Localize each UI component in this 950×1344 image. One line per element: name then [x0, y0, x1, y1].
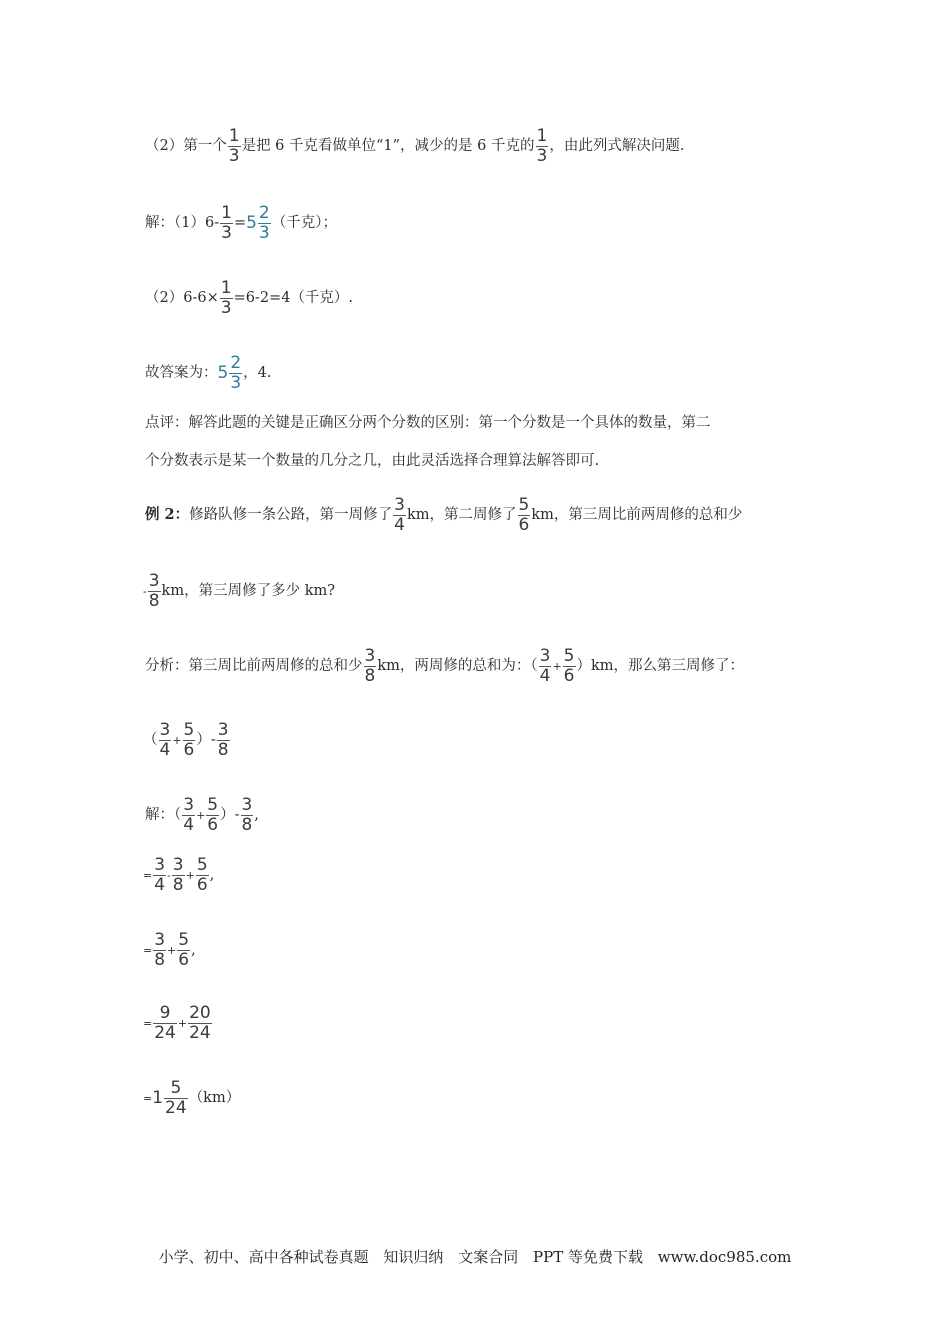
- denominator: 6: [183, 740, 195, 760]
- denominator: 6: [196, 875, 208, 895]
- fraction: [172, 857, 185, 894]
- analysis-line: [145, 648, 744, 685]
- answer-line: [145, 355, 272, 392]
- fraction: [164, 1080, 188, 1117]
- text: km，第三周比前两周修的总和少: [531, 507, 743, 524]
- text: =6-2=4（千克）.: [233, 290, 354, 307]
- text: 点评：解答此题的关键是正确区分两个分数的区别：第一个分数是一个具体的数量，第二: [145, 415, 711, 431]
- fraction: [188, 1005, 212, 1042]
- numerator: 2: [230, 353, 242, 373]
- operator: -: [167, 869, 171, 882]
- solution-example-2-line: [145, 797, 259, 834]
- numerator: 3: [154, 855, 166, 875]
- denominator: 4: [154, 875, 166, 895]
- operator: +: [167, 944, 177, 957]
- footer-link[interactable]: www.doc985.com: [657, 1248, 792, 1266]
- text: 分析：第三周比前两周修的总和少: [145, 658, 363, 675]
- footer-text: 文案合同: [458, 1248, 519, 1266]
- operator: +: [185, 869, 195, 882]
- solution-line-2: [145, 280, 353, 317]
- denominator: 4: [539, 666, 551, 686]
- operator: =: [143, 1092, 153, 1105]
- fraction: [148, 573, 161, 610]
- step-2-line: [143, 932, 196, 969]
- denominator: 3: [230, 373, 242, 393]
- denominator: 6: [563, 666, 575, 686]
- numerator: 1: [228, 126, 240, 146]
- fraction: [539, 648, 552, 685]
- expression-line: [143, 722, 231, 759]
- example-2-line-2: [143, 573, 335, 610]
- fraction: [241, 797, 254, 834]
- numerator: 2: [258, 203, 270, 223]
- whole-number: 5: [246, 213, 257, 233]
- operator: +: [177, 1017, 188, 1030]
- numerator: 3: [172, 855, 184, 875]
- denominator: 8: [364, 666, 376, 686]
- operator: -: [143, 585, 147, 598]
- denominator: 24: [165, 1098, 187, 1118]
- page-footer: [0, 1246, 950, 1267]
- operator: +: [552, 660, 562, 673]
- denominator: 3: [221, 223, 232, 243]
- denominator: 3: [258, 223, 270, 243]
- denominator: 6: [178, 950, 190, 970]
- numerator: 3: [241, 795, 253, 815]
- numerator: 5: [518, 495, 530, 515]
- numerator: 1: [220, 278, 232, 298]
- fraction: [229, 355, 242, 392]
- step-1-line: [143, 857, 214, 894]
- paren: ）-: [196, 732, 216, 749]
- footer-text: 小学、初中、高中各种试卷真题: [158, 1248, 369, 1266]
- step-4-line: [143, 1080, 240, 1117]
- numerator: 3: [183, 795, 195, 815]
- numerator: 20: [189, 1003, 211, 1023]
- denominator: 8: [154, 950, 166, 970]
- text: 个分数表示是某一个数量的几分之几，由此灵活选择合理算法解答即可.: [145, 453, 600, 469]
- numerator: 5: [196, 855, 208, 875]
- fraction: [177, 932, 190, 969]
- denominator: 8: [172, 875, 184, 895]
- numerator: 5: [170, 1078, 182, 1098]
- denominator: 24: [154, 1023, 176, 1043]
- whole-number: 5: [217, 363, 229, 383]
- denominator: 8: [217, 740, 229, 760]
- numerator: 3: [148, 571, 160, 591]
- footer-text: PPT 等免费下载: [533, 1248, 643, 1266]
- paren: ）-: [220, 807, 240, 824]
- fraction: [206, 797, 219, 834]
- text: 故答案为：: [145, 365, 218, 382]
- denominator: 8: [148, 591, 160, 611]
- fraction: [153, 932, 166, 969]
- operator: =: [233, 215, 247, 232]
- fraction: [182, 797, 195, 834]
- numerator: 3: [159, 720, 171, 740]
- numerator: 1: [536, 126, 548, 146]
- text: ,: [254, 807, 259, 824]
- text: ，4.: [243, 365, 272, 382]
- paren: （: [143, 732, 158, 749]
- denominator: 3: [220, 298, 232, 318]
- fraction: [153, 1005, 177, 1042]
- denominator: 4: [394, 515, 405, 535]
- whole-number: 1: [152, 1088, 164, 1108]
- operator: =: [143, 1017, 153, 1030]
- text: ,: [191, 942, 196, 959]
- fraction: [518, 497, 531, 534]
- denominator: 8: [241, 815, 253, 835]
- step-3-line: [143, 1005, 213, 1042]
- analysis-line-2: [145, 128, 684, 165]
- fraction: [536, 128, 549, 165]
- numerator: 9: [159, 1003, 171, 1023]
- text: ，由此列式解决问题.: [549, 138, 685, 155]
- denominator: 3: [228, 146, 240, 166]
- numerator: 3: [394, 495, 405, 515]
- text: （2）第一个: [145, 138, 227, 155]
- text: （千克）；: [271, 215, 337, 232]
- numerator: 3: [364, 646, 376, 666]
- operator: +: [196, 809, 206, 822]
- text: ,: [209, 867, 215, 884]
- numerator: 1: [221, 203, 232, 223]
- operator: +: [172, 734, 182, 747]
- denominator: 6: [518, 515, 530, 535]
- numerator: 3: [539, 646, 551, 666]
- numerator: 5: [178, 930, 190, 950]
- footer-text: 知识归纳: [383, 1248, 444, 1266]
- denominator: 3: [536, 146, 548, 166]
- fraction: [153, 857, 166, 894]
- denominator: 6: [207, 815, 219, 835]
- denominator: 4: [183, 815, 195, 835]
- numerator: 5: [207, 795, 219, 815]
- example-label: 例 2：: [145, 506, 190, 524]
- text: km，两周修的总和为：（: [377, 658, 538, 675]
- text: km，第三周修了多少 km?: [161, 583, 336, 600]
- fraction: [220, 205, 233, 242]
- denominator: 24: [189, 1023, 211, 1043]
- denominator: 4: [159, 740, 171, 760]
- text: km，第二周修了: [406, 507, 517, 524]
- numerator: 5: [563, 646, 575, 666]
- fraction: [258, 205, 271, 242]
- operator: =: [143, 869, 153, 882]
- fraction: [159, 722, 172, 759]
- operator: =: [143, 944, 153, 957]
- fraction: [364, 648, 377, 685]
- numerator: 3: [217, 720, 229, 740]
- text: 是把 6 千克看做单位“1”，减少的是 6 千克的: [241, 138, 535, 155]
- text: 修路队修一条公路，第一周修了: [189, 507, 393, 524]
- comment-line-2: [145, 454, 599, 469]
- fraction: [217, 722, 230, 759]
- fraction: [393, 497, 406, 534]
- fraction: [563, 648, 576, 685]
- text: ）km，那么第三周修了：: [576, 658, 745, 675]
- numerator: 5: [183, 720, 195, 740]
- fraction: [196, 857, 209, 894]
- numerator: 3: [154, 930, 166, 950]
- text: （2）6-6×: [145, 290, 219, 307]
- unit: （km）: [188, 1090, 241, 1107]
- text: 解：（: [145, 807, 182, 824]
- fraction: [228, 128, 241, 165]
- text: 解：（1）6-: [145, 215, 220, 232]
- comment-line-1: [145, 416, 711, 431]
- fraction: [183, 722, 196, 759]
- fraction: [220, 280, 233, 317]
- example-2-line-1: [145, 497, 742, 534]
- solution-line-1: [145, 205, 337, 242]
